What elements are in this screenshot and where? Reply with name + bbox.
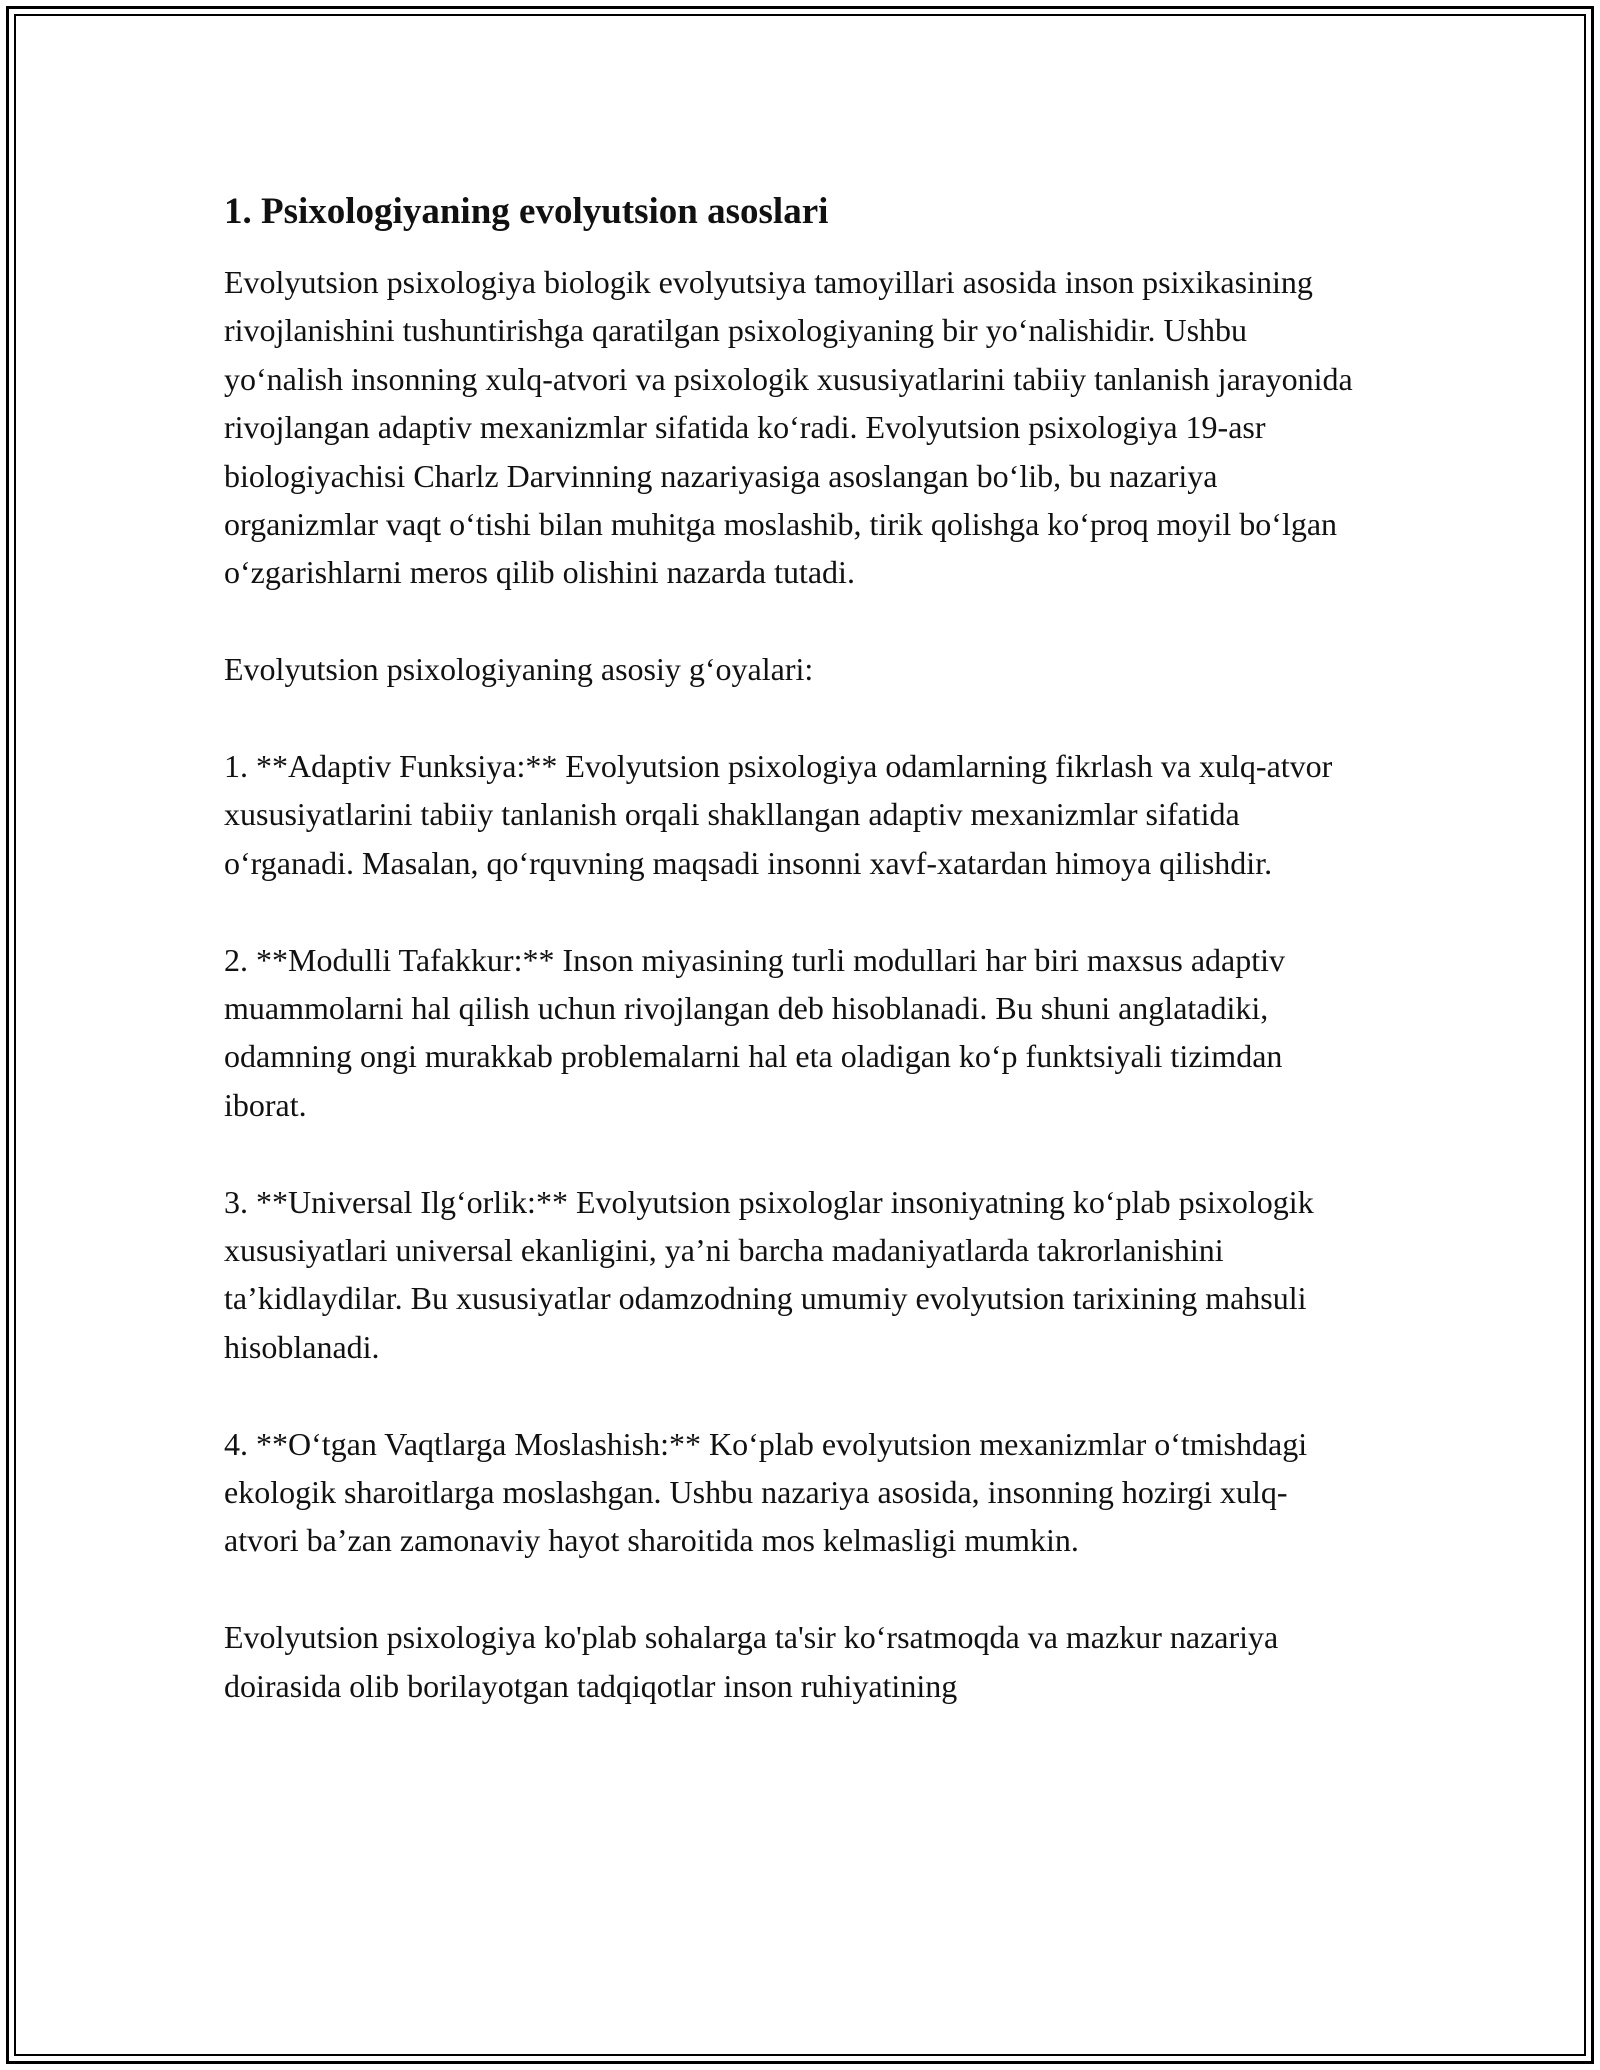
paragraph-past-adaptation: 4. **Oʻtgan Vaqtlarga Moslashish:** Koʻplab evolyutsion mexanizmlar oʻtmishdagi ekologik sharoitlarga moslashgan. Ushbu nazariya asosida, insonning hozirgi xulq-atvori baʼzan zamonaviy hayot sharoitida mos kelmasligi mumkin. xyxy=(224,1425,1308,1559)
document-title: 1. Psixologiyaning evolyutsion asoslari xyxy=(224,191,829,232)
paragraph-adaptive-function: 1. **Adaptiv Funksiya:** Evolyutsion psixologiya odamlarning fikrlash va xulq-atvor xususiyatlarini tabiiy tanlanish orqali shakllangan adaptiv mexanizmlar sifatida oʻrganadi. Masalan, qoʻrquvning maqsadi insonni xavf-xatardan himoya qilishdir. xyxy=(224,748,1333,881)
document-body xyxy=(224,188,1354,1710)
paragraph-universality: 3. **Universal Ilgʻorlik:** Evolyutsion psixologlar insoniyatning koʻplab psixologik xususiyatlari universal ekanligini, yaʼni barcha madaniyatlarda takrorlanishini taʼkidlaydilar. Bu xususiyatlar odamzodning umumiy evolyutsion tarixining mahsuli hisoblanadi. xyxy=(224,1183,1314,1365)
paragraph-conclusion: Evolyutsion psixologiya ko'plab sohalarga ta'sir koʻrsatmoqda va mazkur nazariya doirasida olib borilayotgan tadqiqotlar inson ruhiyatining xyxy=(224,1619,1279,1704)
paragraph-intro: Evolyutsion psixologiya biologik evolyutsiya tamoyillari asosida inson psixikasining rivojlanishini tushuntirishga qaratilgan psixologiyaning bir yoʻnalishidir. Ushbu yoʻnalish insonning xulq-atvori va psixologik xususiyatlarini tabiiy tanlanish jarayonida rivojlangan adaptiv mexanizmlar sifatida koʻradi. Evolyutsion psixologiya 19-asr biologiyachisi Charlz Darvinning nazariyasiga asoslangan boʻlib, bu nazariya organizmlar vaqt oʻtishi bilan muhitga moslashib, tirik qolishga koʻproq moyil boʻlgan oʻzgarishlarni meros qilib olishini nazarda tutadi. xyxy=(224,264,1353,591)
paragraph-main-ideas-heading: Evolyutsion psixologiyaning asosiy gʻoyalari: xyxy=(224,651,814,688)
paragraph-modular-thinking: 2. **Modulli Tafakkur:** Inson miyasining turli modullari har biri maxsus adaptiv muammolarni hal qilish uchun rivojlangan deb hisoblanadi. Bu shuni anglatadiki, odamning ongi murakkab problemalarni hal eta oladigan koʻp funktsiyali tizimdan iborat. xyxy=(224,941,1286,1123)
